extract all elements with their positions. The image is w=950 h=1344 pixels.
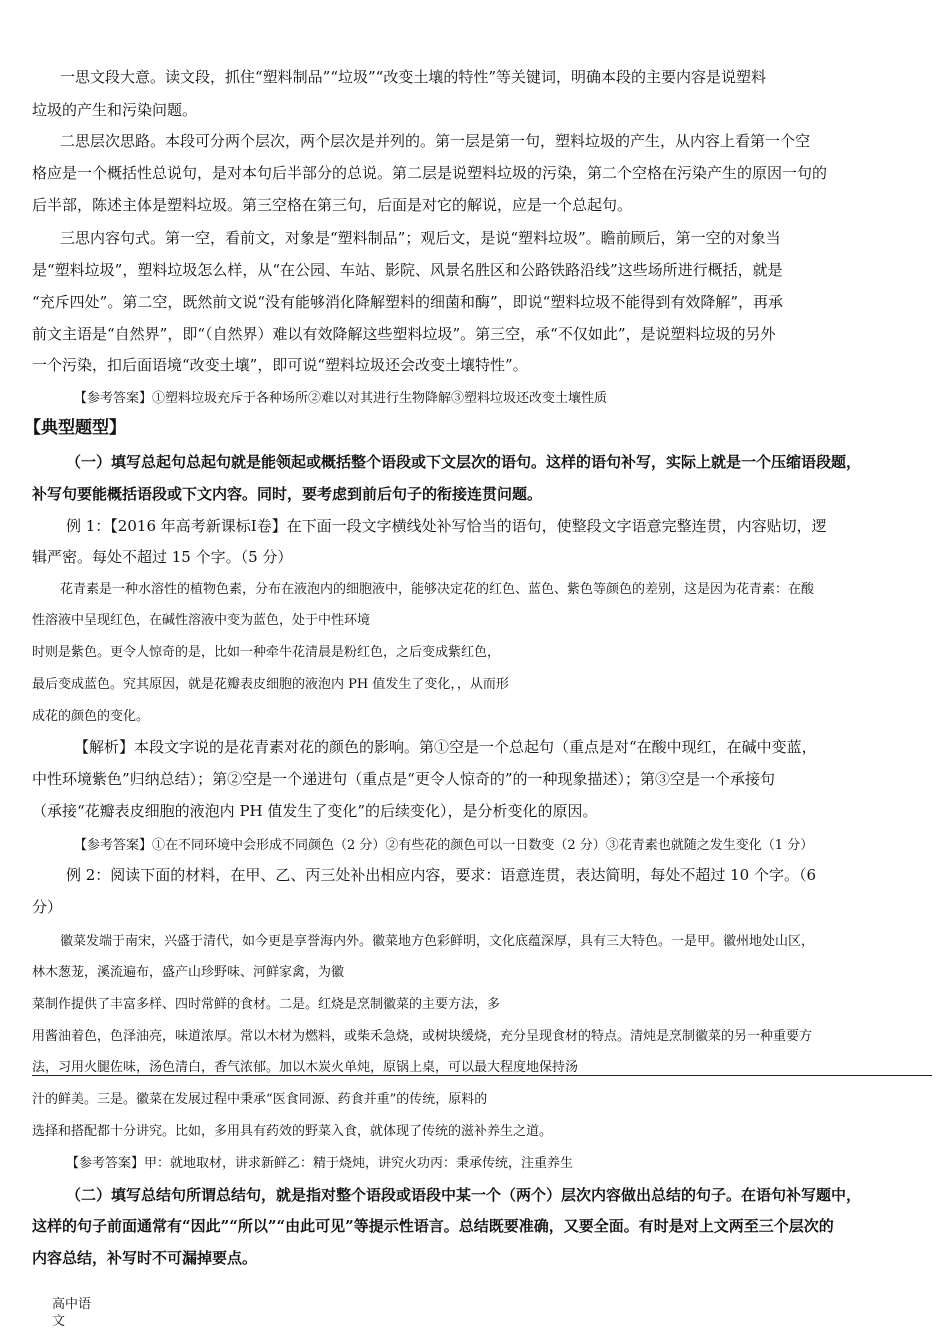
- paragraph-line: 补写句要能概括语段或下文内容。同时，要考虑到前后句子的衔接连贯问题。: [32, 485, 543, 503]
- paragraph-line: 是“塑料垃圾”，塑料垃圾怎么样，从“在公园、车站、影院、风景名胜区和公路铁路沿线”这些场所进行概括，就是: [32, 261, 783, 279]
- example-line: 分）: [32, 898, 63, 916]
- paragraph-line: 后半部，陈述主体是塑料垃圾。第三空格在第三句，后面是对它的解说，应是一个总起句。: [32, 196, 633, 214]
- paragraph-line: 内容总结，补写时不可漏掉要点。: [32, 1249, 258, 1267]
- material-line: 性溶液中呈现红色，在碱性溶液中变为蓝色，处于中性环境: [32, 613, 371, 628]
- analysis-line: （承接“花瓣表皮细胞的液泡内 PH 值发生了变化”的后续变化），是分析变化的原因。: [32, 802, 598, 820]
- material-line: 时则是紫色。更令人惊奇的是，比如一种牵牛花清晨是粉红色，之后变成紫红色，: [32, 645, 501, 660]
- paragraph-line: 这样的句子前面通常有“因此”“所以”“由此可见”等提示性语言。总结既要准确，又要全面。有时是对上文两至三个层次的: [32, 1217, 834, 1235]
- example-line: 例 1：【2016 年高考新课标Ⅰ卷】在下面一段文字横线处补写恰当的语句，使整段文字语意完整连贯，内容贴切，逻: [66, 517, 827, 535]
- example-line: 辑严密。每处不超过 15 个字。（5 分）: [32, 548, 293, 566]
- material-line: 成花的颜色的变化。: [32, 709, 150, 724]
- material-line: 选择和搭配都十分讲究。比如，多用具有药效的野菜入食，就体现了传统的滋补养生之道。: [32, 1124, 553, 1139]
- material-line: 花青素是一种水溶性的植物色素，分布在液泡内的细胞液中，能够决定花的红色、蓝色、紫色等颜色的差别，这是因为花青素：在酸: [60, 582, 815, 597]
- material-line: 林木葱茏，溪流遍布，盛产山珍野味、河鲜家禽，为徽: [32, 965, 345, 980]
- material-line: 汁的鲜美。三是。徽菜在发展过程中秉承“医食同源、药食并重”的传统，原料的: [32, 1092, 488, 1107]
- paragraph-line: 前文主语是“自然界”，即“（自然界）难以有效降解这些塑料垃圾”。第三空，承“不仅如此”，是说塑料垃圾的另外: [32, 325, 776, 343]
- example-line: 例 2：阅读下面的材料，在甲、乙、丙三处补出相应内容，要求：语意连贯，表达简明，每处不超过 10 个字。（6: [66, 866, 816, 884]
- material-line: 菜制作提供了丰富多样、四时常鲜的食材。二是。红烧是烹制徽菜的主要方法，多: [32, 997, 501, 1012]
- analysis-line: 【解析】本段文字说的是花青素对花的颜色的影响。第①空是一个总起句（重点是对“在酸中现红，在碱中变蓝，: [74, 738, 817, 756]
- reference-answer: 【参考答案】甲：就地取材，讲求新鲜乙：精于烧炖，讲究火功丙：秉承传统，注重养生: [66, 1156, 574, 1171]
- footer-line: 文: [52, 1314, 66, 1329]
- paragraph-line: 二思层次思路。本段可分两个层次，两个层次是并列的。第一层是第一句，塑料垃圾的产生，从内容上看第一个空: [60, 132, 811, 150]
- material-line: 徽菜发端于南宋，兴盛于清代，如今更是享誉海内外。徽菜地方色彩鲜明，文化底蕴深厚，具有三大特色。一是甲。徽州地处山区，: [60, 934, 815, 949]
- paragraph-line: 垃圾的产生和污染问题。: [32, 101, 198, 119]
- paragraph-line: 一个污染，扣后面语境“改变土壤”，即可说“塑料垃圾还会改变土壤特性”。: [32, 356, 528, 374]
- reference-answer: 【参考答案】①塑料垃圾充斥于各种场所②难以对其进行生物降解③塑料垃圾还改变土壤性质: [74, 391, 608, 406]
- paragraph-line: 三思内容句式。第一空，看前文，对象是“塑料制品”；观后文，是说“塑料垃圾”。瞻前顾后，第一空的对象当: [60, 229, 781, 247]
- paragraph-line: 格应是一个概括性总说句，是对本句后半部分的总说。第二层是说塑料垃圾的污染，第二个空格在污染产生的原因一句的: [32, 164, 828, 182]
- material-line: 法，习用火腿佐味，汤色清白，香气浓郁。加以木炭火单炖，原锅上桌，可以最大程度地保持汤: [32, 1060, 579, 1075]
- material-line: 用酱油着色，色泽油亮，味道浓厚。常以木材为燃料，或柴禾急烧，或树块缓烧，充分呈现食材的特点。清炖是烹制徽菜的另一种重要方: [32, 1029, 813, 1044]
- section-heading: 【典型题型】: [24, 418, 126, 438]
- footer-line: 高中语: [52, 1297, 92, 1312]
- subsection-heading: （二）填写总结句所谓总结句，就是指对整个语段或语段中某一个（两个）层次内容做出总结的句子。在语句补写题中，: [66, 1186, 862, 1204]
- subsection-heading: （一）填写总起句总起句就是能领起或概括整个语段或下文层次的语句。这样的语句补写，实际上就是一个压缩语段题，: [66, 453, 862, 471]
- analysis-line: 中性环境紫色”归纳总结）；第②空是一个递进句（重点是“更令人惊奇的”的一种现象描述）；第③空是一个承接句: [32, 770, 776, 788]
- reference-answer: 【参考答案】①在不同环境中会形成不同颜色（2 分）②有些花的颜色可以一日数变（2 分）③花青素也就随之发生变化（1 分）: [74, 838, 814, 853]
- paragraph-line: 一思文段大意。读文段，抓住“塑料制品”“垃圾”“改变土壤的特性”等关键词，明确本段的主要内容是说塑料: [60, 68, 767, 86]
- horizontal-rule: [32, 1075, 932, 1076]
- material-line: 最后变成蓝色。究其原因，就是花瓣表皮细胞的液泡内 PH 值发生了变化，，从而形: [32, 677, 509, 692]
- footer-label: [52, 1296, 91, 1330]
- paragraph-line: “充斥四处”。第二空，既然前文说“没有能够消化降解塑料的细菌和酶”，即说“塑料垃圾不能得到有效降解”，再承: [32, 293, 784, 311]
